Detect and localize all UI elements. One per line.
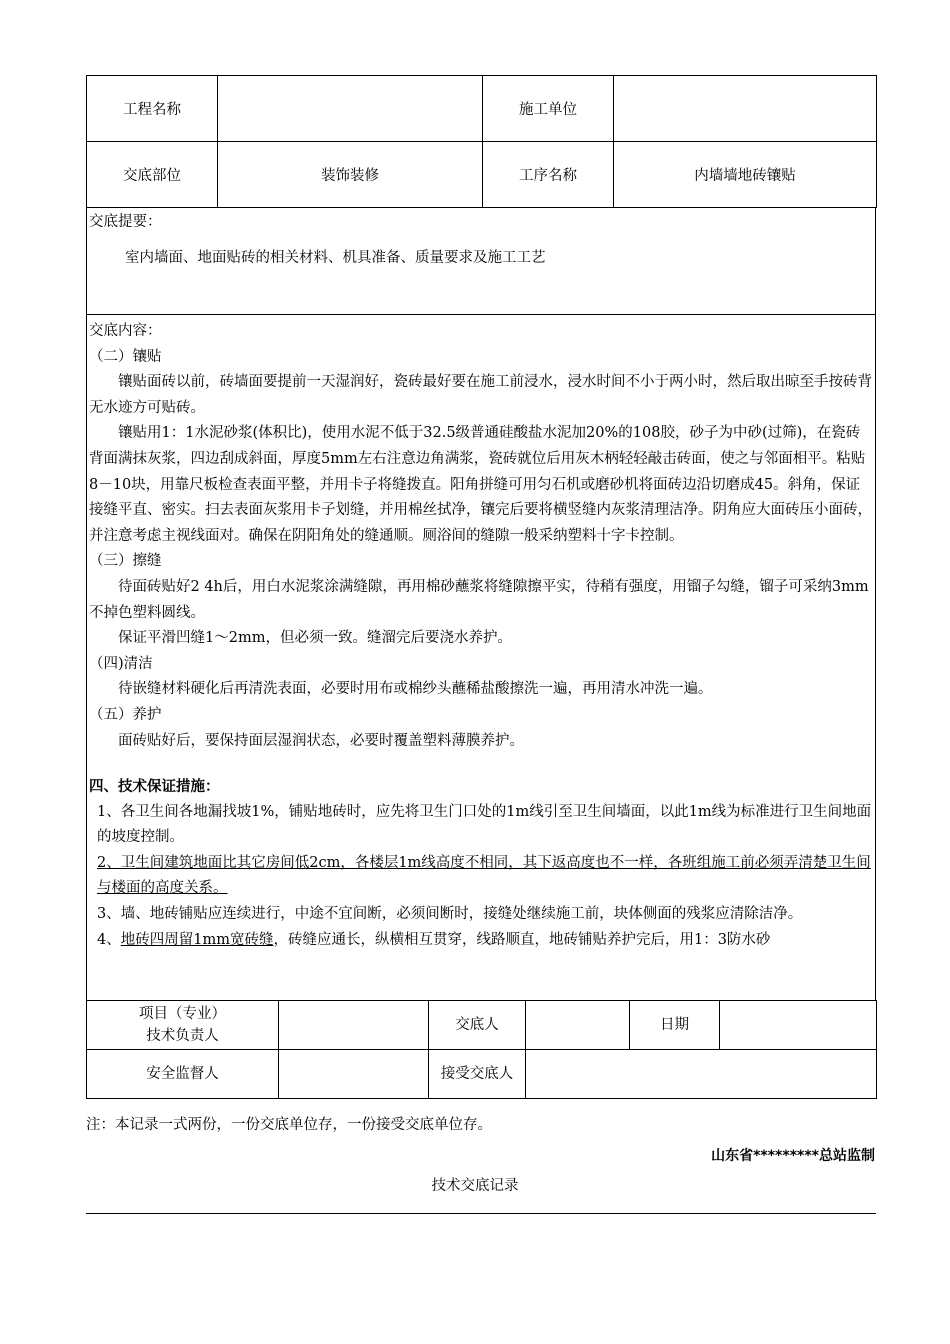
- measure-3: 3、墙、地砖铺贴应连续进行，中途不宜间断，必须间断时，接缝处继续施工前，块体侧面的残浆应清除洁净。: [97, 906, 803, 923]
- measure-1: 1、各卫生间各地漏找坡1%，铺贴地砖时，应先将卫生门口处的1m线引至卫生间墙面，以此1m线为标准进行卫生间地面的坡度控制。: [97, 803, 872, 846]
- tech-lead-label-line-2: 技术负责人: [146, 1028, 219, 1044]
- part-label: 交底部位: [87, 142, 218, 208]
- tiling-paragraph-1: 镶贴面砖以前，砖墙面要提前一天湿润好，瓷砖最好要在施工前浸水，浸水时间不小于两小时，然后取出晾至手按砖背无水迹方可贴砖。: [89, 374, 872, 416]
- section-title-measures: 四、技术保证措施：: [89, 778, 220, 796]
- tech-lead-value[interactable]: [279, 1001, 429, 1050]
- measure-4: [89, 928, 873, 954]
- date-label: 日期: [630, 1001, 720, 1050]
- process-label: 工序名称: [483, 142, 614, 208]
- spacer: [89, 754, 873, 774]
- discloser-label: 交底人: [429, 1001, 526, 1050]
- measure-4-underlined: 地砖四周留1mm宽砖缝: [120, 931, 274, 948]
- cleaning-paragraph: 待嵌缝材料硬化后再清洗表面，必要时用布或棉纱头蘸稀盐酸擦洗一遍，再用清水冲洗一遍。: [118, 681, 713, 698]
- measure-4-text: ，砖缝应通长，纵横相互贯穿，线路顺直，地砖铺贴养护完后，用1：3防水砂: [273, 931, 771, 948]
- content-section: [86, 315, 876, 1001]
- measure-2-number: 2: [97, 854, 107, 871]
- discloser-value[interactable]: [526, 1001, 630, 1050]
- tech-lead-label: [87, 1001, 279, 1050]
- grouting-paragraph-2: 保证平滑凹缝1～2mm，但必须一致。缝溜完后要浇水养护。: [118, 630, 512, 647]
- measure-2: [89, 851, 873, 902]
- part-value[interactable]: 装饰装修: [218, 142, 483, 208]
- builder-value[interactable]: [614, 76, 877, 142]
- sign-table: [86, 1000, 877, 1099]
- date-value[interactable]: [720, 1001, 877, 1050]
- grouting-paragraph-1: 待面砖贴好2 4h后，用白水泥浆涂满缝隙，再用棉砂蘸浆将缝隙擦平实，待稍有强度，用镏子勾缝，镏子可采纳3mm不掉色塑料圆线。: [89, 578, 869, 621]
- header-table: [86, 75, 877, 208]
- section-title-tiling: （二）镶贴: [89, 348, 162, 365]
- footer-title: 技术交底记录: [431, 1178, 519, 1194]
- summary-text: 室内墙面、地面贴砖的相关材料、机具准备、质量要求及施工工艺: [125, 250, 546, 266]
- project-name-label: 工程名称: [87, 76, 218, 142]
- section-title-grouting: （三）擦缝: [89, 553, 162, 570]
- supervising-organization: 山东省*********总站监制: [711, 1148, 875, 1164]
- summary-label: 交底提要：: [89, 214, 162, 230]
- measure-4-number: 4、: [97, 931, 121, 948]
- curing-paragraph: 面砖贴好后，要保持面层湿润状态，必要时覆盖塑料薄膜养护。: [118, 732, 524, 749]
- tiling-paragraph-2: 镶贴用1：1水泥砂浆(体积比)，使用水泥不低于32.5级普通硅酸盐水泥加20%的108胶，砂子为中砂(过筛)，在瓷砖背面满抹灰浆，四边刮成斜面，厚度5mm左右注意边角满浆，瓷砖就位后用灰木柄轻轻敲击砖面，使之与邻面相平。粘贴8－10块，用靠尺板检查表面平整，并用卡子将缝拨直。阳角拼缝可用匀石机或磨砂机将面砖边沿切磨成45。斜角，保证接缝平直、密实。扫去表面灰浆用卡子划缝，并用棉丝拭净，镶完后要将横竖缝内灰浆清理洁净。阴角应大面砖压小面砖，并注意考虑主视线面对。确保在阴阳角处的缝通顺。厕浴间的缝隙一般采纳塑料十字卡控制。: [89, 425, 872, 544]
- footer-divider: [86, 1213, 876, 1214]
- builder-label: 施工单位: [483, 76, 614, 142]
- section-title-curing: （五）养护: [89, 706, 162, 723]
- safety-value[interactable]: [279, 1050, 429, 1099]
- summary-section: [86, 208, 876, 315]
- tech-lead-label-line-1: 项目（专业）: [139, 1006, 226, 1022]
- disclosure-form: [86, 75, 876, 1099]
- receiver-value[interactable]: [526, 1050, 877, 1099]
- content-label: 交底内容：: [89, 323, 162, 339]
- process-value[interactable]: 内墙墙地砖镶贴: [614, 142, 877, 208]
- project-name-value[interactable]: [218, 76, 483, 142]
- measure-2-text: 、卫生间建筑地面比其它房间低2cm，各楼层1m线高度不相同，其下返高度也不一样，各班组施工前必须弄清楚卫生间与楼面的高度关系。: [97, 854, 871, 897]
- section-title-cleaning: （四)清洁: [89, 655, 153, 672]
- record-note: 注：本记录一式两份，一份交底单位存，一份接受交底单位存。: [86, 1117, 492, 1133]
- receiver-label: 接受交底人: [429, 1050, 526, 1099]
- safety-label: 安全监督人: [87, 1050, 279, 1099]
